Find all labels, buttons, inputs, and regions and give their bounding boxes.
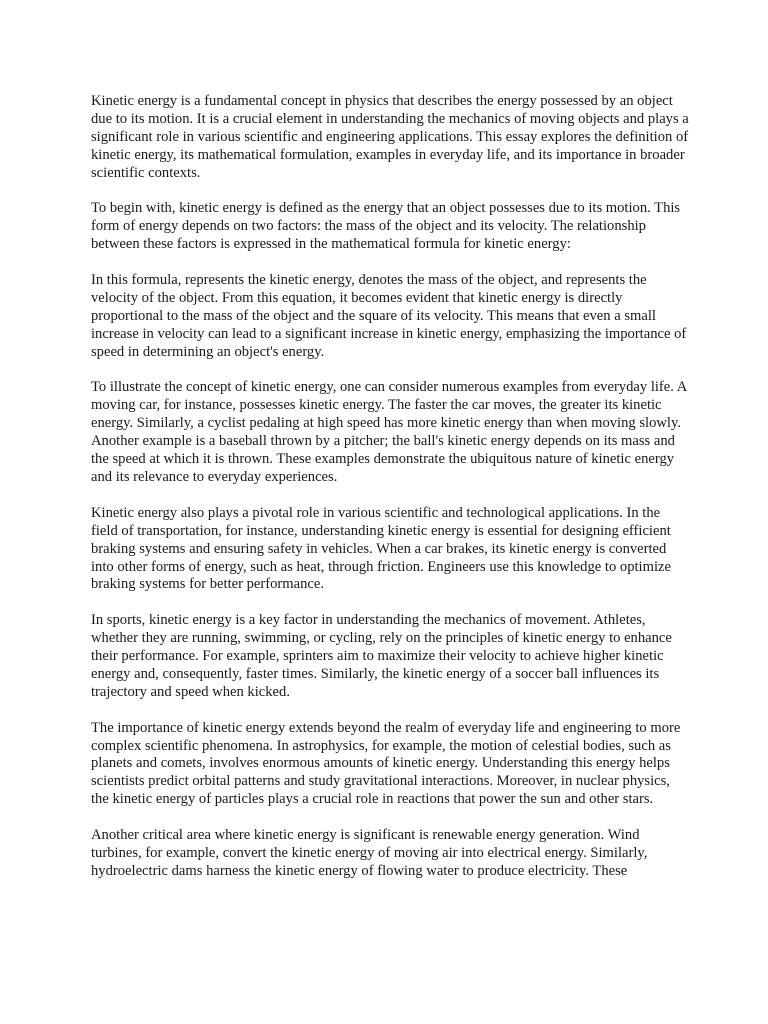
paragraph-science: The importance of kinetic energy extends beyond the realm of everyday life and engineering to more complex scientific phenomena. In astrophysics, for example, the motion of celestial bodies, such as planets and comets, involves enormous amounts of kinetic energy. Understanding this energy helps scientists predict orbital patterns and study gravitational interactions. Moreover, in nuclear physics, the kinetic energy of particles plays a crucial role in reactions that power the sun and other stars. (91, 719, 681, 808)
paragraph-renewable: Another critical area where kinetic energy is significant is renewable energy generation. Wind turbines, for example, convert the kinetic energy of moving air into electrical energy. Similarly, hydroelectric dams harness the kinetic energy of flowing water to produce electricity. These (91, 827, 648, 879)
document-body (91, 93, 689, 899)
paragraph-sports: In sports, kinetic energy is a key factor in understanding the mechanics of movement. Athletes, whether they are running, swimming, or cycling, rely on the principles of kinetic energy to enhance their performance. For example, sprinters aim to maximize their velocity to achieve higher kinetic energy and, consequently, faster times. Similarly, the kinetic energy of a soccer ball influences its trajectory and speed when kicked. (91, 612, 672, 700)
paragraph-intro: Kinetic energy is a fundamental concept in physics that describes the energy possessed by an object due to its motion. It is a crucial element in understanding the mechanics of moving objects and plays a significant role in various scientific and engineering applications. This essay explores the definition of kinetic energy, its mathematical formulation, examples in everyday life, and its importance in broader scientific contexts. (91, 93, 689, 181)
paragraph-examples: To illustrate the concept of kinetic energy, one can consider numerous examples from everyday life. A moving car, for instance, possesses kinetic energy. The faster the car moves, the greater its kinetic energy. Similarly, a cyclist pedaling at high speed has more kinetic energy than when moving slowly. Another example is a baseball thrown by a pitcher; the ball's kinetic energy depends on its mass and the speed at which it is thrown. These examples demonstrate the ubiquitous nature of kinetic energy and its relevance to everyday experiences. (91, 379, 687, 485)
paragraph-applications: Kinetic energy also plays a pivotal role in various scientific and technological applications. In the field of transportation, for instance, understanding kinetic energy is essential for designing efficient braking systems and ensuring safety in vehicles. When a car brakes, its kinetic energy is converted into other forms of energy, such as heat, through friction. Engineers use this knowledge to optimize braking systems for better performance. (91, 504, 671, 593)
paragraph-formula: In this formula, represents the kinetic energy, denotes the mass of the object, and represents the velocity of the object. From this equation, it becomes evident that kinetic energy is directly proportional to the mass of the object and the square of its velocity. This means that even a small increase in velocity can lead to a significant increase in kinetic energy, emphasizing the importance of speed in determining an object's energy. (91, 272, 687, 360)
paragraph-definition: To begin with, kinetic energy is defined as the energy that an object possesses due to its motion. This form of energy depends on two factors: the mass of the object and its velocity. The relationship between these factors is expressed in the mathematical formula for kinetic energy: (91, 200, 681, 253)
